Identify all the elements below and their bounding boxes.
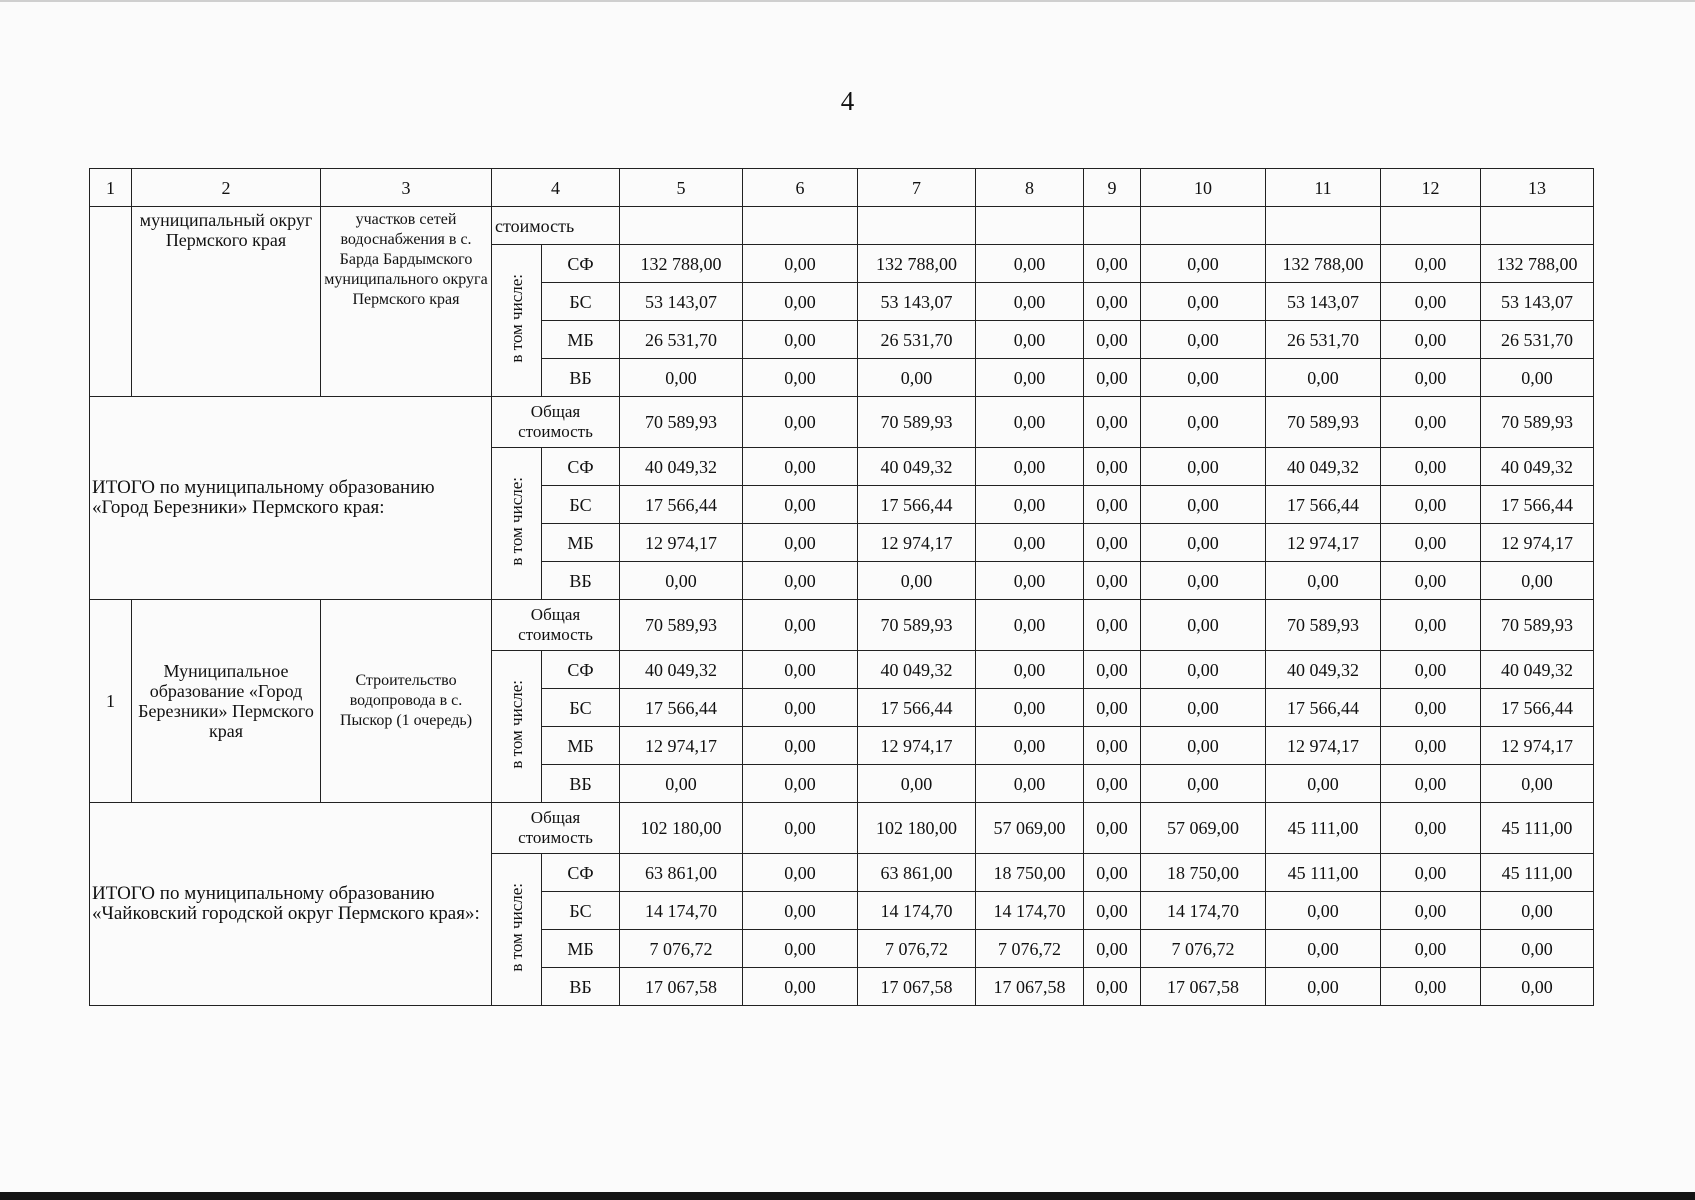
value-cell: 7 076,72 [1141, 930, 1266, 968]
value-cell: 0,00 [743, 765, 858, 803]
value-cell: 70 589,93 [858, 397, 976, 448]
value-cell: 0,00 [743, 321, 858, 359]
value-cell: 0,00 [1381, 651, 1481, 689]
value-cell: 0,00 [1084, 600, 1141, 651]
value-cell: 0,00 [1266, 968, 1381, 1006]
value-cell: 70 589,93 [858, 600, 976, 651]
value-cell: 0,00 [1084, 448, 1141, 486]
col-number: 12 [1381, 169, 1481, 207]
value-cell: 14 174,70 [858, 892, 976, 930]
value-cell: 0,00 [976, 651, 1084, 689]
source-code: ВБ [542, 968, 620, 1006]
value-cell: 0,00 [743, 854, 858, 892]
value-cell: 0,00 [1266, 359, 1381, 397]
value-cell: 26 531,70 [620, 321, 743, 359]
value-cell: 0,00 [1381, 562, 1481, 600]
source-code: ВБ [542, 562, 620, 600]
value-cell: 0,00 [1084, 321, 1141, 359]
value-cell: 26 531,70 [1481, 321, 1594, 359]
value-cell: 0,00 [743, 448, 858, 486]
value-cell: 0,00 [743, 892, 858, 930]
col-number: 6 [743, 169, 858, 207]
value-cell: 12 974,17 [858, 524, 976, 562]
value-cell: 70 589,93 [1266, 397, 1381, 448]
value-cell: 0,00 [1381, 245, 1481, 283]
value-cell: 14 174,70 [1141, 892, 1266, 930]
total-chaykovsky-label: ИТОГО по муниципальному образованию «Чайковский городской округ Пермского края»: [90, 803, 492, 1006]
value-cell: 0,00 [1084, 486, 1141, 524]
object-cell: Строительство водопровода в с. Пыскор (1 очередь) [321, 600, 492, 803]
value-cell: 12 974,17 [1266, 524, 1381, 562]
col-number: 8 [976, 169, 1084, 207]
value-cell: 0,00 [976, 245, 1084, 283]
value-cell: 0,00 [1481, 892, 1594, 930]
col-number: 3 [321, 169, 492, 207]
col-number: 13 [1481, 169, 1594, 207]
value-cell: 17 566,44 [1266, 689, 1381, 727]
value-cell: 0,00 [743, 245, 858, 283]
value-cell: 0,00 [1084, 930, 1141, 968]
value-cell: 17 067,58 [858, 968, 976, 1006]
cost-label: стоимость [492, 207, 620, 245]
value-cell: 17 566,44 [1266, 486, 1381, 524]
value-cell: 40 049,32 [620, 651, 743, 689]
value-cell: 0,00 [743, 359, 858, 397]
table-row [90, 207, 1594, 245]
total-cost-label: Общая стоимость [492, 803, 620, 854]
value-cell: 17 067,58 [976, 968, 1084, 1006]
value-cell: 132 788,00 [1481, 245, 1594, 283]
value-cell: 0,00 [976, 397, 1084, 448]
source-code: МБ [542, 930, 620, 968]
value-cell: 7 076,72 [858, 930, 976, 968]
value-cell: 0,00 [1141, 321, 1266, 359]
value-cell: 0,00 [1084, 803, 1141, 854]
value-cell: 0,00 [976, 689, 1084, 727]
municipality-cell: Муниципальное образование «Город Березники» Пермского края [132, 600, 321, 803]
table-row [90, 600, 1594, 651]
value-cell: 26 531,70 [858, 321, 976, 359]
table-row [90, 803, 1594, 854]
value-cell: 57 069,00 [1141, 803, 1266, 854]
value-cell: 0,00 [620, 562, 743, 600]
value-cell: 0,00 [976, 765, 1084, 803]
value-cell: 40 049,32 [1481, 651, 1594, 689]
value-cell: 0,00 [1141, 524, 1266, 562]
value-cell: 17 566,44 [1481, 689, 1594, 727]
value-cell: 45 111,00 [1266, 803, 1381, 854]
value-cell: 7 076,72 [976, 930, 1084, 968]
value-cell: 17 566,44 [858, 486, 976, 524]
table-row [90, 397, 1594, 448]
value-cell: 0,00 [1381, 321, 1481, 359]
value-cell: 0,00 [1381, 727, 1481, 765]
value-cell: 70 589,93 [1481, 397, 1594, 448]
including-label: в том числе: [492, 245, 542, 397]
value-cell: 0,00 [1141, 562, 1266, 600]
value-cell: 45 111,00 [1481, 854, 1594, 892]
value-cell: 14 174,70 [620, 892, 743, 930]
value-cell: 0,00 [1381, 397, 1481, 448]
value-cell: 0,00 [976, 321, 1084, 359]
value-cell: 0,00 [1481, 359, 1594, 397]
value-cell: 40 049,32 [1266, 448, 1381, 486]
value-cell: 0,00 [1481, 930, 1594, 968]
value-cell: 0,00 [1141, 727, 1266, 765]
value-cell: 0,00 [1141, 448, 1266, 486]
value-cell: 40 049,32 [1266, 651, 1381, 689]
source-code: СФ [542, 854, 620, 892]
object-cell: участков сетей водоснабжения в с. Барда Бардымского муниципального округа Пермского края [321, 207, 492, 397]
value-cell: 53 143,07 [1266, 283, 1381, 321]
value-cell: 0,00 [1381, 486, 1481, 524]
including-label: в том числе: [492, 651, 542, 803]
value-cell: 12 974,17 [1481, 524, 1594, 562]
value-cell: 0,00 [1141, 397, 1266, 448]
value-cell: 0,00 [1381, 930, 1481, 968]
col-number: 7 [858, 169, 976, 207]
value-cell: 18 750,00 [1141, 854, 1266, 892]
source-code: ВБ [542, 765, 620, 803]
value-cell: 132 788,00 [620, 245, 743, 283]
value-cell: 0,00 [743, 968, 858, 1006]
value-cell: 0,00 [1141, 359, 1266, 397]
value-cell: 0,00 [743, 600, 858, 651]
source-code: СФ [542, 448, 620, 486]
value-cell: 17 566,44 [858, 689, 976, 727]
value-cell: 70 589,93 [1481, 600, 1594, 651]
value-cell: 0,00 [1084, 968, 1141, 1006]
value-cell: 0,00 [1141, 486, 1266, 524]
source-code: СФ [542, 651, 620, 689]
value-cell: 0,00 [858, 562, 976, 600]
value-cell: 17 566,44 [1481, 486, 1594, 524]
value-cell: 0,00 [1084, 727, 1141, 765]
row-number-cell [90, 207, 132, 397]
value-cell: 0,00 [1266, 930, 1381, 968]
col-number: 11 [1266, 169, 1381, 207]
value-cell: 70 589,93 [620, 600, 743, 651]
value-cell: 53 143,07 [858, 283, 976, 321]
value-cell: 0,00 [1481, 968, 1594, 1006]
value-cell: 40 049,32 [858, 651, 976, 689]
source-code: СФ [542, 245, 620, 283]
value-cell: 0,00 [1141, 283, 1266, 321]
including-label: в том числе: [492, 854, 542, 1006]
value-cell: 0,00 [976, 448, 1084, 486]
value-cell: 17 566,44 [620, 486, 743, 524]
source-code: ВБ [542, 359, 620, 397]
value-cell: 0,00 [743, 283, 858, 321]
including-label: в том числе: [492, 448, 542, 600]
value-cell: 0,00 [1084, 765, 1141, 803]
value-cell: 26 531,70 [1266, 321, 1381, 359]
value-cell: 0,00 [1141, 765, 1266, 803]
source-code: БС [542, 892, 620, 930]
value-cell: 0,00 [1266, 765, 1381, 803]
page-number: 4 [840, 86, 855, 116]
value-cell: 0,00 [1381, 854, 1481, 892]
value-cell: 63 861,00 [858, 854, 976, 892]
value-cell: 0,00 [1381, 765, 1481, 803]
source-code: МБ [542, 321, 620, 359]
value-cell: 0,00 [1084, 892, 1141, 930]
value-cell: 40 049,32 [620, 448, 743, 486]
value-cell: 0,00 [743, 689, 858, 727]
value-cell: 0,00 [1481, 562, 1594, 600]
value-cell: 0,00 [1381, 359, 1481, 397]
col-number: 5 [620, 169, 743, 207]
value-cell: 0,00 [1381, 968, 1481, 1006]
value-cell: 0,00 [620, 765, 743, 803]
value-cell: 0,00 [976, 562, 1084, 600]
value-cell: 102 180,00 [620, 803, 743, 854]
value-cell: 0,00 [1084, 562, 1141, 600]
value-cell: 18 750,00 [976, 854, 1084, 892]
value-cell: 102 180,00 [858, 803, 976, 854]
value-cell: 0,00 [743, 803, 858, 854]
value-cell: 0,00 [1381, 689, 1481, 727]
total-berezniki-label: ИТОГО по муниципальному образованию «Город Березники» Пермского края: [90, 397, 492, 600]
top-scan-edge [0, 0, 1695, 2]
value-cell: 132 788,00 [858, 245, 976, 283]
value-cell: 0,00 [976, 486, 1084, 524]
value-cell: 0,00 [743, 486, 858, 524]
value-cell: 0,00 [976, 600, 1084, 651]
source-code: БС [542, 689, 620, 727]
value-cell: 40 049,32 [1481, 448, 1594, 486]
value-cell: 0,00 [1381, 892, 1481, 930]
value-cell: 0,00 [858, 359, 976, 397]
value-cell: 12 974,17 [620, 727, 743, 765]
value-cell: 0,00 [1266, 562, 1381, 600]
value-cell: 0,00 [1266, 892, 1381, 930]
value-cell: 0,00 [743, 524, 858, 562]
value-cell: 0,00 [1381, 283, 1481, 321]
col-number: 2 [132, 169, 321, 207]
value-cell: 0,00 [1481, 765, 1594, 803]
bottom-scan-edge [0, 1192, 1695, 1200]
value-cell: 0,00 [976, 359, 1084, 397]
source-code: МБ [542, 727, 620, 765]
value-cell: 12 974,17 [858, 727, 976, 765]
value-cell: 0,00 [1141, 600, 1266, 651]
value-cell: 0,00 [1381, 803, 1481, 854]
value-cell: 0,00 [743, 397, 858, 448]
source-code: БС [542, 283, 620, 321]
value-cell: 57 069,00 [976, 803, 1084, 854]
value-cell: 0,00 [976, 727, 1084, 765]
value-cell: 17 566,44 [620, 689, 743, 727]
value-cell: 17 067,58 [620, 968, 743, 1006]
value-cell: 0,00 [976, 524, 1084, 562]
value-cell: 63 861,00 [620, 854, 743, 892]
value-cell: 17 067,58 [1141, 968, 1266, 1006]
value-cell: 0,00 [1084, 359, 1141, 397]
value-cell: 0,00 [1084, 245, 1141, 283]
value-cell: 0,00 [1084, 524, 1141, 562]
total-cost-label: Общая стоимость [492, 397, 620, 448]
value-cell: 70 589,93 [620, 397, 743, 448]
value-cell: 0,00 [1141, 689, 1266, 727]
column-number-row [90, 169, 1594, 207]
value-cell: 0,00 [743, 562, 858, 600]
value-cell: 40 049,32 [858, 448, 976, 486]
source-code: БС [542, 486, 620, 524]
value-cell: 45 111,00 [1266, 854, 1381, 892]
value-cell: 0,00 [976, 283, 1084, 321]
row-number-cell: 1 [90, 600, 132, 803]
value-cell: 53 143,07 [620, 283, 743, 321]
value-cell: 0,00 [1084, 397, 1141, 448]
value-cell: 0,00 [1084, 651, 1141, 689]
value-cell: 0,00 [1084, 689, 1141, 727]
value-cell: 0,00 [1381, 524, 1481, 562]
municipality-cell: муниципальный округ Пермского края [132, 207, 321, 397]
value-cell: 12 974,17 [1481, 727, 1594, 765]
col-number: 9 [1084, 169, 1141, 207]
value-cell: 53 143,07 [1481, 283, 1594, 321]
budget-table [89, 168, 1594, 1006]
value-cell: 0,00 [620, 359, 743, 397]
value-cell: 12 974,17 [620, 524, 743, 562]
col-number: 10 [1141, 169, 1266, 207]
value-cell: 0,00 [1141, 245, 1266, 283]
value-cell: 12 974,17 [1266, 727, 1381, 765]
value-cell: 0,00 [743, 727, 858, 765]
value-cell: 0,00 [1141, 651, 1266, 689]
value-cell: 0,00 [743, 930, 858, 968]
value-cell: 14 174,70 [976, 892, 1084, 930]
value-cell: 45 111,00 [1481, 803, 1594, 854]
value-cell: 0,00 [1084, 854, 1141, 892]
value-cell: 132 788,00 [1266, 245, 1381, 283]
total-cost-label: Общая стоимость [492, 600, 620, 651]
col-number: 4 [492, 169, 620, 207]
value-cell: 70 589,93 [1266, 600, 1381, 651]
source-code: МБ [542, 524, 620, 562]
value-cell: 0,00 [1084, 283, 1141, 321]
col-number: 1 [90, 169, 132, 207]
value-cell: 0,00 [1381, 448, 1481, 486]
value-cell: 0,00 [1381, 600, 1481, 651]
value-cell: 0,00 [743, 651, 858, 689]
value-cell: 0,00 [858, 765, 976, 803]
value-cell: 7 076,72 [620, 930, 743, 968]
